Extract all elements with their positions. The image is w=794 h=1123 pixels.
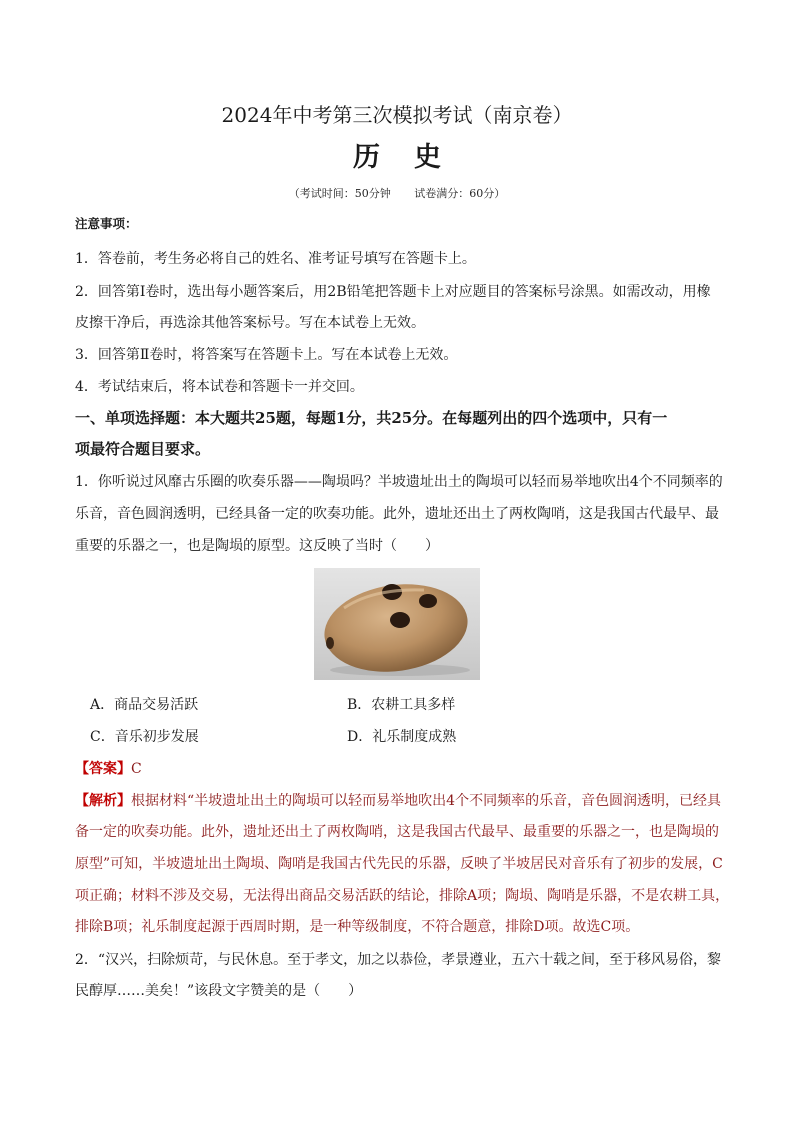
question-2-line1: 2．“汉兴，扫除烦苛，与民休息。至于孝文，加之以恭俭，孝景遵业，五六十载之间，至于移风易俗，黎 [75,952,722,968]
question-1-line1: 1．你听说过风靡古乐圈的吹奏乐器——陶埙吗？半坡遗址出土的陶埙可以轻而易举地吹出4个不同频率的 [75,474,723,490]
analysis-label: 【解析】 [75,793,131,809]
notice-heading: 注意事项： [75,216,138,231]
pottery-xun-image [314,568,480,680]
notice-item-4: 4．考试结束后，将本试卷和答题卡一并交回。 [75,379,364,395]
answer-label: 【答案】 [75,761,131,777]
pottery-xun-drawing [314,568,480,680]
exam-title: 2024年中考第三次模拟考试（南京卷） [221,103,573,127]
analysis-text-1: 根据材料“半坡遗址出土的陶埙可以轻而易举地吹出4个不同频率的乐音，音色圆润透明，已经具 [131,793,722,809]
exam-time: （考试时间：50分钟 [288,187,391,200]
analysis-line4: 项正确；材料不涉及交易，无法得出商品交易活跃的结论，排除A项；陶埙、陶哨是乐器，不是农耕工具， [75,888,730,904]
exam-meta [0,186,794,202]
exam-score: 试卷满分：60分） [414,187,506,200]
analysis-line2: 备一定的吹奏功能。此外，遗址还出土了两枚陶哨，这是我国古代最早、最重要的乐器之一，也是陶埙的 [75,824,719,840]
option-a: A．商品交易活跃 [90,697,199,713]
subject-title: 历史 [353,142,475,173]
section-heading-line1: 一、单项选择题：本大题共25题，每题1分，共25分。在每题列出的四个选项中，只有一 [75,409,668,427]
analysis-line5: 排除B项；礼乐制度起源于西周时期，是一种等级制度，不符合题意，排除D项。故选C项。 [75,919,640,935]
notice-item-2-line1: 2．回答第Ⅰ卷时，选出每小题答案后，用2B铅笔把答题卡上对应题目的答案标号涂黑。如需改动，用橡 [75,284,711,300]
option-b: B．农耕工具多样 [347,697,456,713]
option-c: C．音乐初步发展 [90,729,199,745]
analysis-line3: 原型”可知，半坡遗址出土陶埙、陶哨是我国古代先民的乐器，反映了半坡居民对音乐有了初步的发展，C [75,856,723,872]
answer-value: C [131,761,142,777]
notice-item-1: 1．答卷前，考生务必将自己的姓名、准考证号填写在答题卡上。 [75,251,476,267]
notice-item-3: 3．回答第Ⅱ卷时，将答案写在答题卡上。写在本试卷上无效。 [75,347,458,363]
question-1-line3: 重要的乐器之一，也是陶埙的原型。这反映了当时（ ） [75,538,439,554]
analysis-line1 [75,791,725,811]
question-2-line2: 民醇厚……美矣！”该段文字赞美的是（ ） [75,983,363,999]
notice-item-2-line2: 皮擦干净后，再选涂其他答案标号。写在本试卷上无效。 [75,315,425,331]
answer-row [75,759,725,779]
section-heading-line2: 项最符合题目要求。 [75,440,211,458]
option-d: D．礼乐制度成熟 [347,729,457,745]
question-1-line2: 乐音，音色圆润透明，已经具备一定的吹奏功能。此外，遗址还出土了两枚陶哨，这是我国古代最早、最 [75,506,719,522]
